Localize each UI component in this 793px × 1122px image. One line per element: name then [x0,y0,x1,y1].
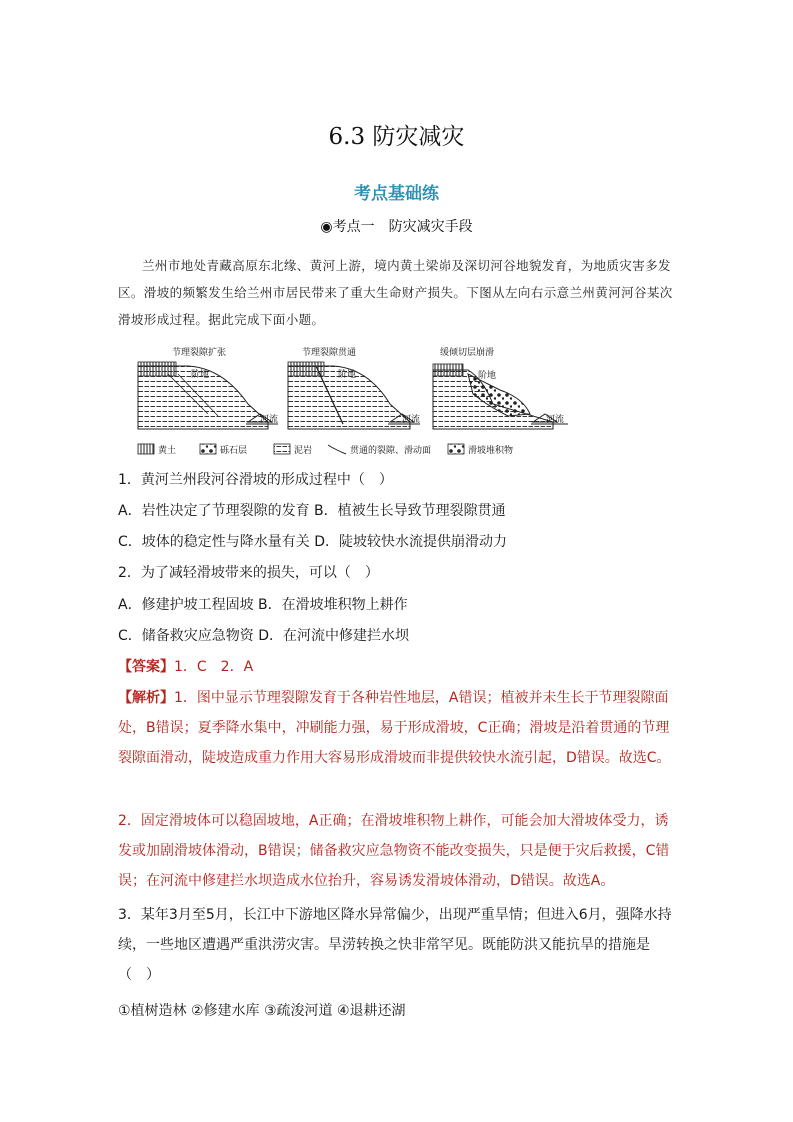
panel-3-terrace: 阶地 [478,371,497,381]
panel-1-label: 节理裂隙扩张 [172,348,227,358]
page-title: 6.3 防灾减灾 [328,124,465,150]
answer-text: 1．C 2．A [174,659,254,675]
panel-1-river: 河流 [260,415,279,425]
panel-3-label: 缓倾切层崩滑 [440,348,495,358]
panel-3-river: 河流 [546,415,565,425]
landslide-figure [128,344,583,462]
answer-line [118,656,253,676]
question-2-options-ab: A．修建护坡工程固坡 B．在滑坡堆积物上耕作 [118,597,408,613]
analysis-1-text: 1．图中显示节理裂隙发育于各种岩性地层，A错误；植被并未生长于节理裂隙面处，B错误；夏季降水集中，冲刷能力强，易于形成滑坡，C正确；滑坡是沿着贯通的节理裂隙面滑动，陡坡造成重力作用大容易形成滑坡而非提供较快水流引起，D错误。故选C。 [118,690,671,766]
question-1: 1．黄河兰州段河谷滑坡的形成过程中（ ） [118,472,393,488]
question-2-options-cd: C．储备救灾应急物资 D．在河流中修建拦水坝 [118,628,410,644]
panel-1-terrace: 阶地 [191,370,210,380]
panel-2 [288,346,420,429]
question-1-options-cd: C．坡体的稳定性与降水量有关 D．陡坡较快水流提供崩滑动力 [118,534,508,550]
legend-slip-surface: 贯通的裂隙、滑动面 [350,446,432,456]
question-2: 2．为了减轻滑坡带来的损失，可以（ ） [118,565,379,581]
answer-tag: 【答案】 [118,659,174,675]
question-3: 3．某年3月至5月，长江中下游地区降水异常偏少，出现严重旱情；但进入6月，强降水持续，一些地区遭遇严重洪涝灾害。旱涝转换之快非常罕见。既能防洪又能抗旱的措施是（ ） [118,907,672,983]
question-1-options-ab: A．岩性决定了节理裂隙的发育 B．植被生长导致节理裂隙贯通 [118,503,506,519]
panel-2-river: 河流 [402,415,421,425]
panel-1 [138,346,278,429]
legend-gravel: 砾石层 [220,446,248,456]
question-3-options: ①植树造林 ②修建水库 ③疏浚河道 ④退耕还湖 [118,1003,406,1019]
legend-landslide-debris: 滑坡堆积物 [468,446,514,456]
figure-legend [138,444,513,456]
analysis-2: 2．固定滑坡体可以稳固坡地，A正确；在滑坡堆积物上耕作，可能会加大滑坡体受力，诱发或加剧滑坡体滑动，B错误；储备救灾应急物资不能改变损失，只是便于灾后救援，C错误；在河流中修建拦水坝造成水位抬升，容易诱发滑坡体滑动，D错误。故选A。 [118,813,670,889]
analysis-tag: 【解析】 [118,690,174,706]
section-heading: 考点基础练 [354,184,439,204]
topic-heading: ◉考点一 防灾减灾手段 [320,219,473,235]
legend-loess: 黄土 [158,446,177,456]
panel-2-label: 节理裂隙贯通 [302,348,357,358]
analysis-1 [118,683,676,773]
intro-paragraph: 兰州市地处青藏高原东北缘、黄河上游，境内黄土梁峁及深切河谷地貌发育，为地质灾害多发区。滑坡的频繁发生给兰州市居民带来了重大生命财产损失。下图从左向右示意兰州黄河河谷某次滑坡形成过程。据此完成下面小题。 [118,258,673,327]
legend-mudstone: 泥岩 [294,446,313,456]
panel-2-terrace: 阶地 [338,370,357,380]
panel-3 [433,346,568,429]
